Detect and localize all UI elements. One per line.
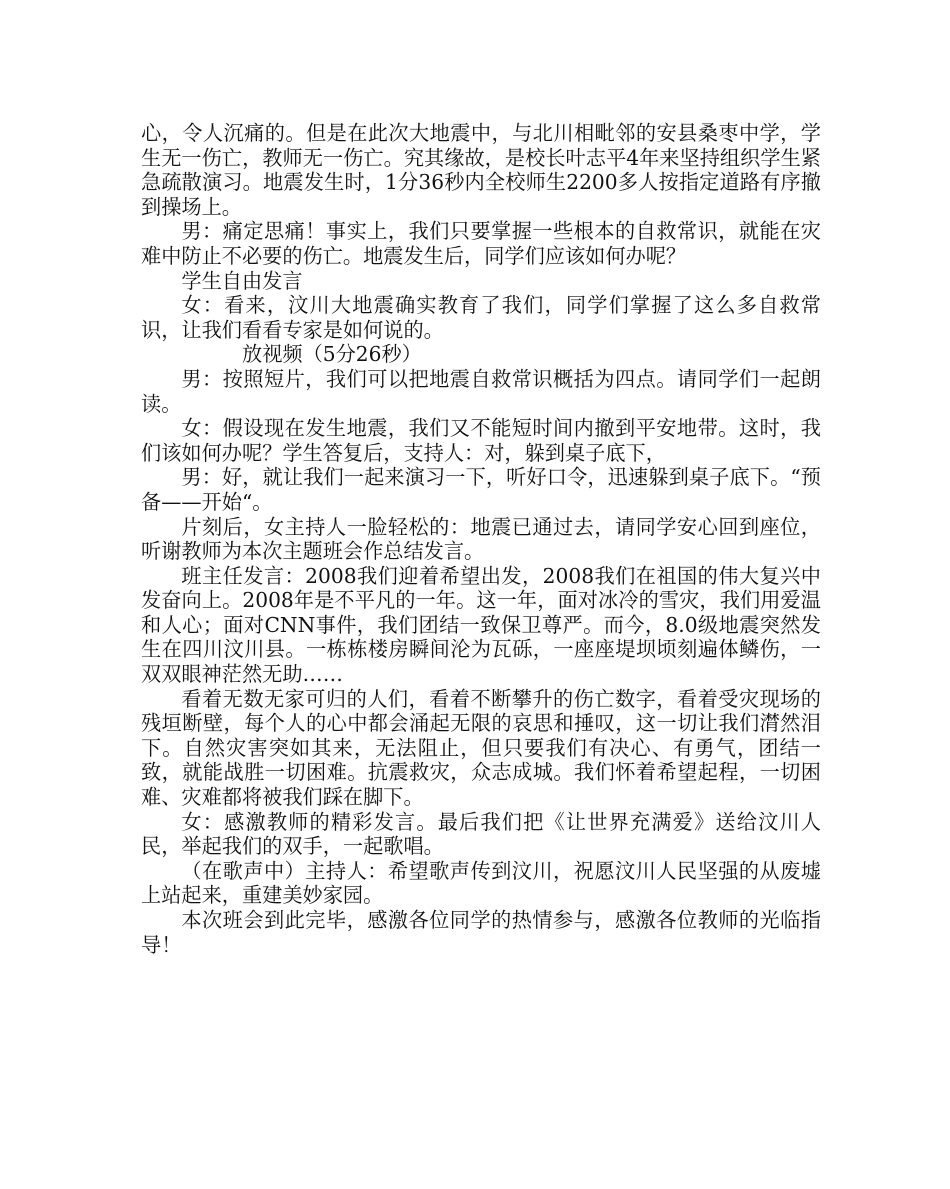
paragraph-male-host-self-rescue: 男：痛定思痛！事实上，我们只要掌握一些根本的自救常识，就能在灾难中防止不必要的伤亡。地震发生后，同学们应该如何办呢？: [141, 219, 821, 268]
paragraph-play-video: 放视频（5分26秒）: [242, 342, 422, 367]
document-body: [141, 121, 821, 957]
paragraph-closing: 本次班会到此完毕，感激各位同学的热情参与，感激各位教师的光临指导！: [141, 908, 821, 957]
paragraph-reflection: 看着无数无家可归的人们，看着不断攀升的伤亡数字，看着受灾现场的残垣断壁，每个人的心中都会涌起无限的哀思和捶叹，这一切让我们潸然泪下。自然灾害突如其来，无法阻止，但只要我们有决心、有勇气，团结一致，就能战胜一切困难。抗震救灾，众志成城。我们怀着希望起程，一切困难、灾难都将被我们踩在脚下。: [141, 686, 821, 810]
paragraph-student-free-speech: 学生自由发言: [181, 268, 303, 293]
paragraph-female-host-scenario: 女：假设现在发生地震，我们又不能短时间内撤到平安地带。这时，我们该如何办呢？学生答复后，支持人：对，躲到桌子底下，: [141, 416, 821, 465]
paragraph-continued-text: 心，令人沉痛的。但是在此次大地震中，与北川相毗邻的安县桑枣中学，学生无一伤亡，教师无一伤亡。究其缘故，是校长叶志平4年来坚持组织学生紧急疏散演习。地震发生时，1分36秒内全校师生2200多人按指定道路有序撤到操场上。: [141, 121, 821, 219]
paragraph-female-host-thanks: 女：感激教师的精彩发言。最后我们把《让世界充满爱》送给汶川人民，举起我们的双手，一起歌唱。: [141, 809, 821, 859]
paragraph-male-host-drill: 男：好，就让我们一起来演习一下，听好口令，迅速躲到桌子底下。“预备——开始“。: [141, 465, 821, 514]
paragraph-host-song: （在歌声中）主持人：希望歌声传到汶川，祝愿汶川人民坚强的从废墟上站起来，重建美妙家园。: [141, 858, 821, 908]
paragraph-female-host-expert: 女：看来，汶川大地震确实教育了我们，同学们掌握了这么多自救常识，让我们看看专家是如何说的。: [141, 293, 821, 342]
paragraph-male-host-four-points: 男：按照短片，我们可以把地震自救常识概括为四点。请同学们一起朗读。: [141, 366, 821, 416]
paragraph-after-drill: 片刻后，女主持人一脸轻松的：地震已通过去，请同学安心回到座位，听谢教师为本次主题班会作总结发言。: [141, 514, 821, 564]
paragraph-head-teacher-speech: 班主任发言：2008我们迎着希望出发，2008我们在祖国的伟大复兴中发奋向上。2008年是不平凡的一年。这一年，面对冰冷的雪灾，我们用爱温和人心；面对CNN事件，我们团结一致保卫尊严。而今，8.0级地震突然发生在四川汶川县。一栋栋楼房瞬间沦为瓦砾，一座座堤坝顷刻遍体鳞伤，一双双眼神茫然无助……: [141, 563, 821, 687]
